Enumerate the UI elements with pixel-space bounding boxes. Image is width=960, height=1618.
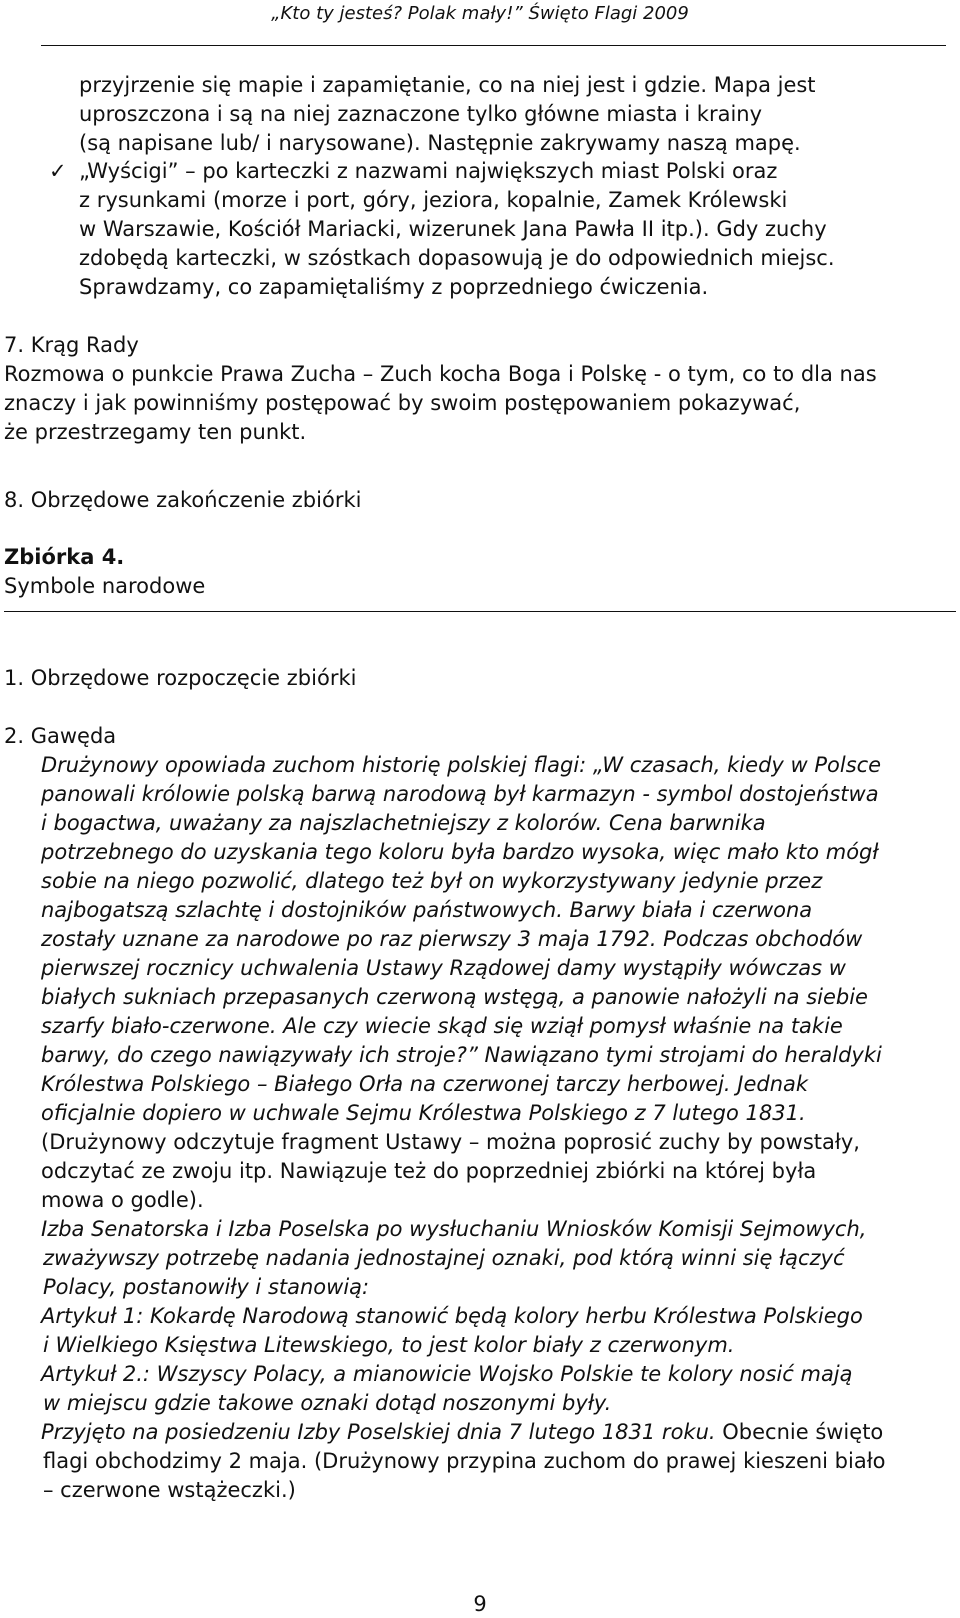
ustawa-line-7: w miejscu gdzie takowe oznaki dotąd noszonymi były. [43,1391,612,1415]
closing-line-1: Przyjęto na posiedzeniu Izby Poselskiej dnia 7 lutego 1831 roku. Obecnie święto [41,1420,884,1444]
meeting-divider [4,611,956,612]
intro-line-2: uproszczona i są na niej zaznaczone tylko główne miasta i krainy [79,102,763,126]
gaweda-line-2: panowali królowie polską barwą narodową był karmazyn - symbol dostojeństwa [41,782,879,806]
header-title: „Kto ty jesteś? Polak mały!” Święto Flagi 2009 [271,3,689,24]
ustawa-line-6: Artykuł 2.: Wszyscy Polacy, a mianowicie Wojsko Polskie te kolory nosić mają [41,1362,853,1386]
meeting-subtitle: Symbole narodowe [4,574,206,598]
gaweda-line-3: i bogactwa, uważany za najszlachetniejszy z kolorów. Cena barwnika [41,811,766,835]
header-divider [41,45,946,46]
wyscigi-line-5: Sprawdzamy, co zapamiętaliśmy z poprzedniego ćwiczenia. [79,275,709,299]
ustawa-line-1: Izba Senatorska i Izba Poselska po wysłuchaniu Wniosków Komisji Sejmowych, [41,1217,867,1241]
gaweda-line-5: sobie na niego pozwolić, dlatego też był on wykorzystywany jedynie przez [41,869,823,893]
intro-line-1: przyjrzenie się mapie i zapamiętanie, co na niej jest i gdzie. Mapa jest [79,73,816,97]
page-number: 9 [473,1592,487,1616]
wyscigi-line-3: w Warszawie, Kościół Mariacki, wizerunek Jana Pawła II itp.). Gdy zuchy [79,217,827,241]
gaweda-line-11: barwy, do czego nawiązywały ich stroje?” Nawiązano tymi strojami do heraldyki [41,1043,882,1067]
section-7-line-3: że przestrzegamy ten punkt. [4,420,307,444]
gaweda-line-8: pierwszej rocznicy uchwalenia Ustawy Rządowej damy wystąpiły wówczas w [41,956,846,980]
ustawa-line-3: Polacy, postanowiły i stanowią: [43,1275,370,1299]
gaweda-line-1: Drużynowy opowiada zuchom historię polskiej flagi: „W czasach, kiedy w Polsce [41,753,882,777]
page-header [0,0,960,32]
closing-line-3: – czerwone wstążeczki.) [43,1478,296,1502]
wyscigi-line-4: zdobędą karteczki, w szóstkach dopasowują je do odpowiednich miejsc. [79,246,835,270]
gaweda-line-10: szarfy biało-czerwone. Ale czy wiecie skąd się wziął pomysł właśnie na takie [41,1014,843,1038]
closing-line-2: flagi obchodzimy 2 maja. (Drużynowy przypina zuchom do prawej kieszeni biało [43,1449,886,1473]
gaweda-line-7: zostały uznane za narodowe po raz pierwszy 3 maja 1792. Podczas obchodów [41,927,863,951]
druzynowy-line-1: (Drużynowy odczytuje fragment Ustawy – można poprosić zuchy by powstały, [41,1130,860,1154]
gaweda-line-13: oficjalnie dopiero w uchwale Sejmu Królestwa Polskiego z 7 lutego 1831. [41,1101,806,1125]
section-1-title: 1. Obrzędowe rozpoczęcie zbiórki [4,666,357,690]
druzynowy-line-3: mowa o godle). [41,1188,204,1212]
ustawa-line-2: zważywszy potrzebę nadania jednostajnej oznaki, pod którą winni się łączyć [43,1246,845,1270]
druzynowy-line-2: odczytać ze zwoju itp. Nawiązuje też do poprzedniej zbiórki na której była [41,1159,817,1183]
checkmark-icon: ✓ [49,159,67,183]
section-7-title: 7. Krąg Rady [4,333,139,357]
meeting-title: Zbiórka 4. [4,545,125,569]
wyscigi-line-1: „Wyścigi” – po karteczki z nazwami największych miast Polski oraz [79,159,778,183]
intro-line-3: (są napisane lub/ i narysowane). Następnie zakrywamy naszą mapę. [79,131,801,155]
gaweda-line-9: białych sukniach przepasanych czerwoną wstęgą, a panowie nałożyli na siebie [41,985,868,1009]
section-8-title: 8. Obrzędowe zakończenie zbiórki [4,488,362,512]
ustawa-line-5: i Wielkiego Księstwa Litewskiego, to jest kolor biały z czerwonym. [43,1333,735,1357]
gaweda-line-12: Królestwa Polskiego – Białego Orła na czerwonej tarczy herbowej. Jednak [41,1072,809,1096]
wyscigi-line-2: z rysunkami (morze i port, góry, jeziora, kopalnie, Zamek Królewski [79,188,788,212]
gaweda-line-6: najbogatszą szlachtę i dostojników państwowych. Barwy biała i czerwona [41,898,813,922]
section-2-title: 2. Gawęda [4,724,117,748]
section-7-line-2: znaczy i jak powinniśmy postępować by swoim postępowaniem pokazywać, [4,391,801,415]
gaweda-line-4: potrzebnego do uzyskania tego koloru była bardzo wysoka, więc mało kto mógł [41,840,879,864]
ustawa-line-4: Artykuł 1: Kokardę Narodową stanowić będą kolory herbu Królestwa Polskiego [41,1304,863,1328]
section-7-line-1: Rozmowa o punkcie Prawa Zucha – Zuch kocha Boga i Polskę - o tym, co to dla nas [4,362,877,386]
